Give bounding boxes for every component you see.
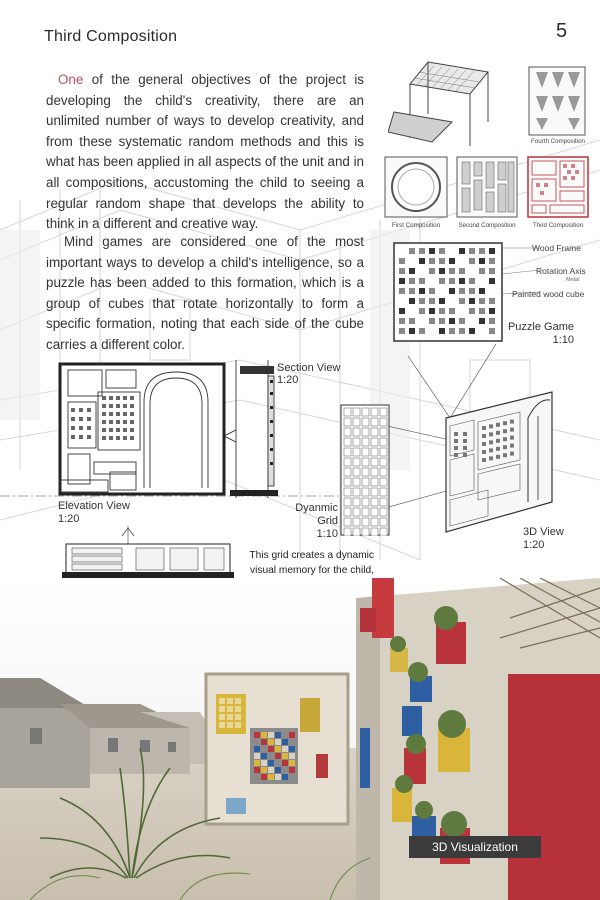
grid-caption: This grid creates a dynamic visual memory for the child, xyxy=(249,550,374,576)
first-composition-label: First Composition xyxy=(391,222,441,229)
rotation-axis-sub-label: Metal xyxy=(566,277,580,283)
3d-visualization-label: 3D Visualization xyxy=(409,836,541,858)
painted-cube-label: Painted wood cube xyxy=(512,289,585,299)
highlight-first-word: One xyxy=(58,72,84,87)
paragraph-mind-games: Mind games are considered one of the most important ways to develop a child's intelligence, so a puzzle has been added to this formation, which is a group of cubes that rotate horizontally to form a specific formation, noting that each side of the cube carries a different color. xyxy=(46,234,364,352)
rotation-axis-label: Rotation Axis xyxy=(536,266,586,276)
dynamic-grid-title-2: Grid xyxy=(317,515,338,527)
first-composition-thumbnail xyxy=(384,156,448,218)
fourth-composition-label: Fourth Composition xyxy=(531,138,585,145)
second-composition-thumbnail xyxy=(456,156,518,218)
section-view-title: Section View xyxy=(277,362,341,374)
third-composition-label: Third Composition xyxy=(532,222,584,229)
puzzle-game-title: Puzzle Game xyxy=(507,321,574,333)
plan-view-drawing xyxy=(60,526,238,586)
dynamic-grid-title-1: Dyanmic xyxy=(295,502,338,514)
elevation-view-scale: 1:20 xyxy=(58,513,80,525)
cube-perspective-sketch xyxy=(388,58,514,148)
3d-view-scale: 1:20 xyxy=(523,539,545,551)
elevation-view-title: Elevation View xyxy=(58,500,130,512)
puzzle-game-scale: 1:10 xyxy=(552,334,574,346)
3d-view-drawing xyxy=(388,340,568,540)
fourth-composition-thumbnail xyxy=(528,66,586,136)
wood-frame-label: Wood Frame xyxy=(532,243,581,253)
section-view-scale: 1:20 xyxy=(277,374,299,386)
elevation-view-drawing xyxy=(58,362,228,496)
paragraph-objectives xyxy=(46,70,364,235)
dynamic-grid-drawing xyxy=(340,404,390,536)
page-title: Third Composition xyxy=(44,28,178,45)
dynamic-grid-scale: 1:10 xyxy=(316,528,338,540)
section-view-drawing xyxy=(224,358,284,504)
second-composition-label: Second Composition xyxy=(458,222,516,229)
3d-view-title: 3D View xyxy=(523,526,564,538)
third-composition-thumbnail xyxy=(527,156,589,218)
page-number: 5 xyxy=(556,20,568,42)
paragraph-objectives-body: of the general objectives of the project is developing the child's creativity, there are an unlimited number of ways to develop creativity, and from these systematic random methods and this is what has been applied in all aspects of the unit and in all compositions, accustoming the child to seeing a regular random shape that develops the ability to think in a different and creative way. xyxy=(46,72,364,232)
